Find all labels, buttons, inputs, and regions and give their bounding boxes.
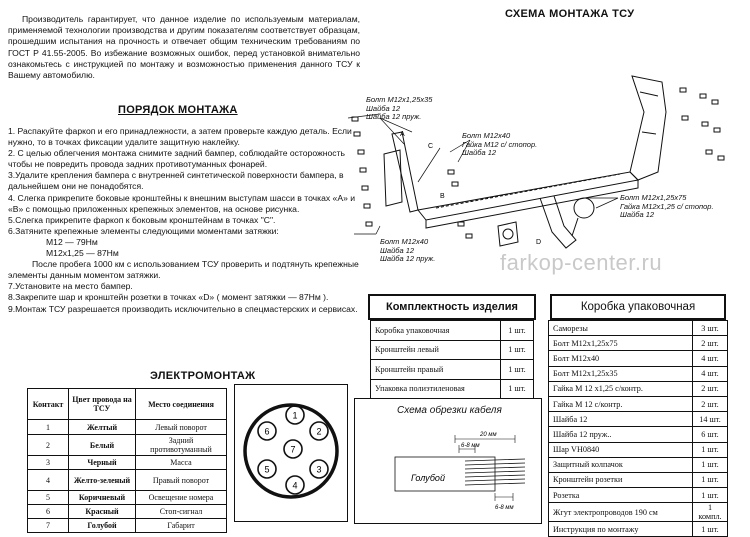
elec-header-contact: Контакт xyxy=(28,389,69,420)
table-row xyxy=(28,519,227,533)
kit-table xyxy=(370,320,534,399)
table-row xyxy=(28,456,227,470)
socket-pin-label: 2 xyxy=(316,426,322,437)
kit-title: Комплектность изделия xyxy=(368,294,536,320)
table-cell: 3 шт. xyxy=(693,321,728,336)
table-cell: Левый поворот xyxy=(136,420,227,435)
socket-pin-label: 1 xyxy=(292,410,298,421)
box-title: Коробка упаковочная xyxy=(550,294,726,320)
table-row xyxy=(549,522,728,537)
table-cell: 1 шт. xyxy=(693,457,728,472)
cable-title: Схема обрезки кабеля xyxy=(397,405,502,416)
table-cell: Шайба 12 пруж.. xyxy=(549,427,693,442)
table-cell: 1 шт. xyxy=(693,442,728,457)
table-cell: 6 шт. xyxy=(693,427,728,442)
table-cell: Стоп-сигнал xyxy=(136,505,227,519)
cable-wire-label: Голубой xyxy=(411,473,445,483)
table-cell: Упаковка полиэтиленовая xyxy=(371,379,501,399)
electrical-rows xyxy=(28,420,227,533)
socket-diagram xyxy=(235,385,347,521)
table-cell: 1 шт. xyxy=(501,360,534,380)
table-row xyxy=(549,457,728,472)
table-cell: Розетка xyxy=(549,488,693,503)
table-cell: Задний противотуманный xyxy=(136,435,227,456)
table-cell: Гайка М 12 с/контр. xyxy=(549,396,693,411)
fasteners-left xyxy=(352,117,372,226)
table-cell: Саморезы xyxy=(549,321,693,336)
table-cell: 6 xyxy=(28,505,69,519)
table-cell: Габарит xyxy=(136,519,227,533)
table-cell: 4 шт. xyxy=(693,366,728,381)
table-cell: Болт M12x40 xyxy=(549,351,693,366)
torque-m12: M12 — 79Нм xyxy=(46,236,98,247)
diagram-title: СХЕМА МОНТАЖА ТСУ xyxy=(505,8,635,20)
electrical-title: ЭЛЕКТРОМОНТАЖ xyxy=(150,370,256,382)
elec-header-place: Место соединения xyxy=(136,389,227,420)
install-step-5: 5.Слегка прикрепите фаркоп к боковым кронштейнам в точках "С". xyxy=(8,214,276,225)
table-row xyxy=(549,412,728,427)
table-row xyxy=(549,381,728,396)
table-cell: 1 шт. xyxy=(693,472,728,487)
fasteners-right xyxy=(680,88,724,160)
table-cell: Кронштейн розетки xyxy=(549,472,693,487)
callout-4: Болт М12х40 Шайба 12 Шайба 12 пруж. xyxy=(380,237,436,264)
table-cell: 1 шт. xyxy=(693,522,728,537)
table-cell: Масса xyxy=(136,456,227,470)
install-title: ПОРЯДОК МОНТАЖА xyxy=(118,104,238,116)
right-bracket xyxy=(630,76,666,180)
ball-mount xyxy=(540,196,576,248)
table-cell: Жгут электропроводов 190 см xyxy=(549,503,693,522)
left-bracket xyxy=(392,132,418,212)
install-recheck: После пробега 1000 км с использованием ТСУ проверить и подтянуть крепежные элементы данным моментом затяжки. xyxy=(8,259,359,281)
table-cell: 3 xyxy=(28,456,69,470)
table-row xyxy=(371,379,534,399)
table-cell: Болт M12x1,25x75 xyxy=(549,336,693,351)
table-cell: 5 xyxy=(28,491,69,505)
install-step-9: 9.Монтаж ТСУ разрешается производить исключительно в спецмастерских и сервисах. xyxy=(8,303,358,314)
table-cell: 2 шт. xyxy=(693,396,728,411)
callout-3: Болт М12х1,25х75 Гайка М12х1,25 с/ стопор. Шайба 12 xyxy=(620,193,714,220)
label-b: B xyxy=(440,193,445,200)
table-cell: 1 шт. xyxy=(501,340,534,360)
table-row xyxy=(549,488,728,503)
table-cell: Черный xyxy=(69,456,136,470)
table-cell: Инструкция по монтажу xyxy=(549,522,693,537)
watermark: farkop-center.ru xyxy=(500,250,663,275)
box-table xyxy=(548,320,728,537)
table-row xyxy=(371,340,534,360)
table-cell: Шайба 12 xyxy=(549,412,693,427)
label-a: A xyxy=(400,131,405,138)
table-row xyxy=(549,396,728,411)
install-step-2: 2. С целью облегчения монтажа снимите задний бампер, соблюдайте осторожность чтобы не повредить провода задних противотуманных фонарей. xyxy=(8,148,345,170)
table-cell: Красный xyxy=(69,505,136,519)
table-row xyxy=(549,336,728,351)
table-cell: 7 xyxy=(28,519,69,533)
table-cell: Гайка М 12 x1,25 с/контр. xyxy=(549,381,693,396)
install-step-4: 4. Слегка прикрепите боковые кронштейны к внешним выступам шасси в точках «А» и «В» с помощью приложенных крепежных элементов, на основе рисунка. xyxy=(8,192,356,214)
callout-1: Болт М12х1,25х35 Шайба 12 Шайба 12 пруж. xyxy=(366,95,433,122)
install-step-6: 6.Затяните крепежные элементы следующими моментами затяжки: xyxy=(8,225,279,236)
table-row xyxy=(549,472,728,487)
table-cell: Голубой xyxy=(69,519,136,533)
crossbar xyxy=(418,172,638,220)
label-c: C xyxy=(428,143,434,150)
table-cell: Шар VH0840 xyxy=(549,442,693,457)
table-cell: Правый поворот xyxy=(136,470,227,491)
table-row xyxy=(549,321,728,336)
intro-paragraph: Производитель гарантирует, что данное изделие по используемым материалам, применяемой технологии производства и другим показателям соответствует образцам, прошедшим испытания на прочность и отвечает общим техническим требованиям по ГОСТ Р 41.55-2005. Во избежание возможных ошибок, перед установкой внимательно ознакомьтесь с инструкцией по монтажу и возможностью применения данного ТСУ к Вашему автомобилю. xyxy=(8,14,360,81)
torque-m12x125: M12x1,25 — 87Нм xyxy=(46,248,119,259)
socket-pin-label: 5 xyxy=(264,464,270,475)
install-steps xyxy=(8,126,360,315)
socket-pin-label: 4 xyxy=(292,480,298,491)
table-cell: Белый xyxy=(69,435,136,456)
table-cell: 2 шт. xyxy=(693,381,728,396)
table-cell: Желтый xyxy=(69,420,136,435)
table-cell: 1 xyxy=(28,420,69,435)
table-row xyxy=(549,366,728,381)
label-d: D xyxy=(536,239,542,246)
table-cell: 1 шт. xyxy=(501,379,534,399)
table-cell: 4 xyxy=(28,470,69,491)
table-cell: Кронштейн правый xyxy=(371,360,501,380)
install-step-1: 1. Распакуйте фаркоп и его принадлежности, а затем проверьте каждую деталь. Если нужно, то в точках фиксации удалите защитную наклейку. xyxy=(8,126,352,148)
table-row xyxy=(28,420,227,435)
table-row xyxy=(549,442,728,457)
install-step-8: 8.Закрепите шар и кронштейн розетки в точках «D» ( момент затяжки — 87Нм ). xyxy=(8,292,329,303)
callout-2: Болт М12х40 Гайка М12 с/ стопор. Шайба 12 xyxy=(462,131,538,158)
table-cell: Защитный колпачок xyxy=(549,457,693,472)
cable-dim-68-bottom: 6-8 мм xyxy=(495,505,514,511)
cable-frame xyxy=(354,398,542,524)
socket-pin-label: 3 xyxy=(316,464,322,475)
table-row xyxy=(28,470,227,491)
table-row xyxy=(28,491,227,505)
table-cell: 2 xyxy=(28,435,69,456)
cable-dim-20: 20 мм xyxy=(480,432,497,438)
table-row xyxy=(28,505,227,519)
socket-pin-label: 7 xyxy=(290,444,296,455)
table-cell: 2 шт. xyxy=(693,336,728,351)
table-cell: 1 шт. xyxy=(501,321,534,341)
table-row xyxy=(371,360,534,380)
cable-sheath xyxy=(395,457,495,491)
table-cell: 1 компл. xyxy=(693,503,728,522)
tow-ball xyxy=(574,198,594,218)
table-row xyxy=(28,435,227,456)
cable-dim-68-top: 6-8 мм xyxy=(461,443,480,449)
table-row xyxy=(549,351,728,366)
table-cell: Кронштейн левый xyxy=(371,340,501,360)
table-row xyxy=(549,427,728,442)
table-cell: 1 шт. xyxy=(693,488,728,503)
socket-plate xyxy=(498,222,518,246)
mounting-diagram xyxy=(340,22,750,272)
table-cell: Болт M12x1,25x35 xyxy=(549,366,693,381)
table-cell: 14 шт. xyxy=(693,412,728,427)
table-cell: Коробка упаковочная xyxy=(371,321,501,341)
socket-frame xyxy=(234,384,348,522)
table-row xyxy=(549,503,728,522)
install-step-7: 7.Установите на место бампер. xyxy=(8,281,133,292)
table-row xyxy=(371,321,534,341)
table-cell: Освещение номера xyxy=(136,491,227,505)
socket-pin-label: 6 xyxy=(264,426,270,437)
table-cell: 4 шт. xyxy=(693,351,728,366)
elec-header-color: Цвет провода на ТСУ xyxy=(69,389,136,420)
electrical-table xyxy=(27,388,227,533)
table-cell: Желто-зеленый xyxy=(69,470,136,491)
install-step-3: 3.Удалите крепления бампера с внутренней синтетической поверхности бампера, в дальнейшем они не понадобятся. xyxy=(8,170,344,192)
table-cell: Коричневый xyxy=(69,491,136,505)
